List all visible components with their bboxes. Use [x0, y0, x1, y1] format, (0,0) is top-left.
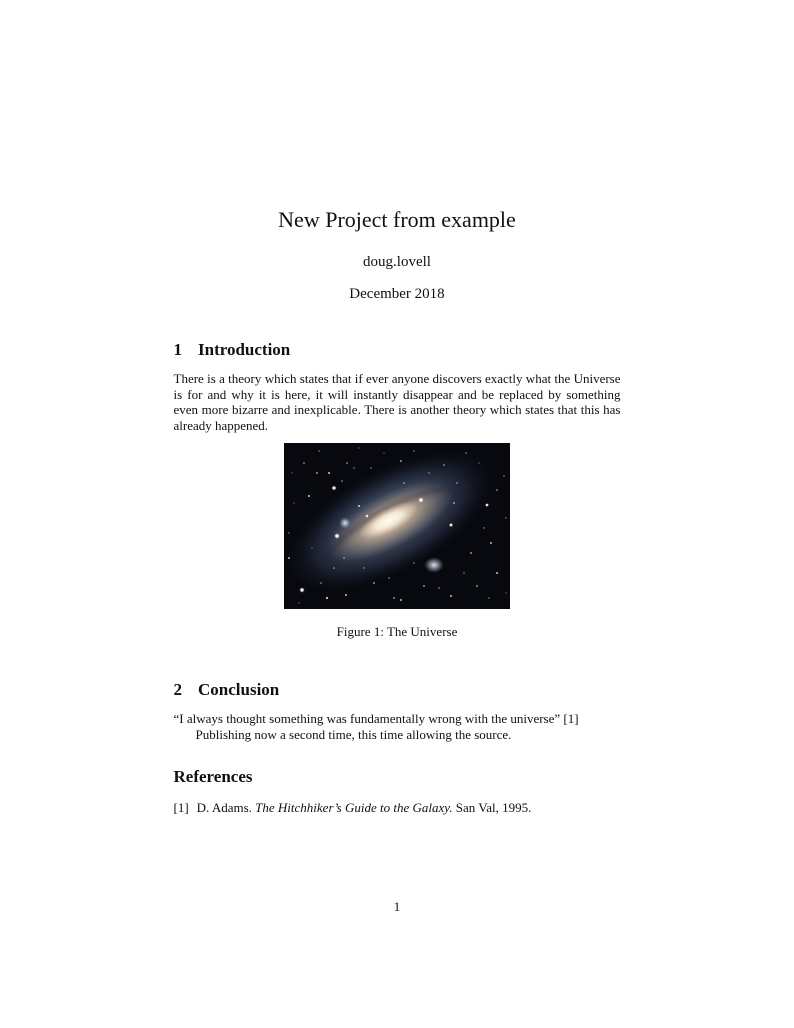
section-heading-conclusion: [174, 679, 621, 700]
document-author: doug.lovell: [363, 254, 431, 270]
conclusion-quote-line: “I always thought something was fundamentally wrong with the universe” [1]: [173, 711, 579, 726]
section-title: Introduction: [198, 340, 291, 359]
section-heading-introduction: [174, 339, 621, 360]
section-title: Conclusion: [198, 680, 280, 699]
reference-publisher: San Val, 1995.: [455, 800, 532, 815]
document-content: [174, 207, 621, 816]
figure-1: [174, 443, 621, 640]
document-date: December 2018: [349, 286, 445, 302]
reference-entry: [174, 800, 621, 816]
reference-title: The Hitchhiker’s Guide to the Galaxy.: [255, 800, 453, 815]
andromeda-galaxy-image: [284, 443, 510, 609]
section-number: 2: [173, 680, 182, 699]
reference-authors: D. Adams.: [196, 800, 252, 815]
document-title: New Project from example: [278, 207, 516, 232]
reference-text: [197, 800, 532, 816]
reference-label: [1]: [173, 800, 189, 815]
figure-caption: Figure 1: The Universe: [336, 624, 458, 639]
conclusion-paragraph: Publishing now a second time, this time allowing the source.: [195, 726, 512, 742]
introduction-paragraph: There is a theory which states that if ever anyone discovers exactly what the Universe is for and why it is here, it will instantly disappear and be replaced by something even more bizarre and inexplicable. There is another theory which states that this has already happened.: [173, 371, 621, 433]
references-heading: References: [173, 767, 253, 786]
page-number: 1: [393, 899, 401, 914]
section-number: 1: [173, 340, 182, 359]
